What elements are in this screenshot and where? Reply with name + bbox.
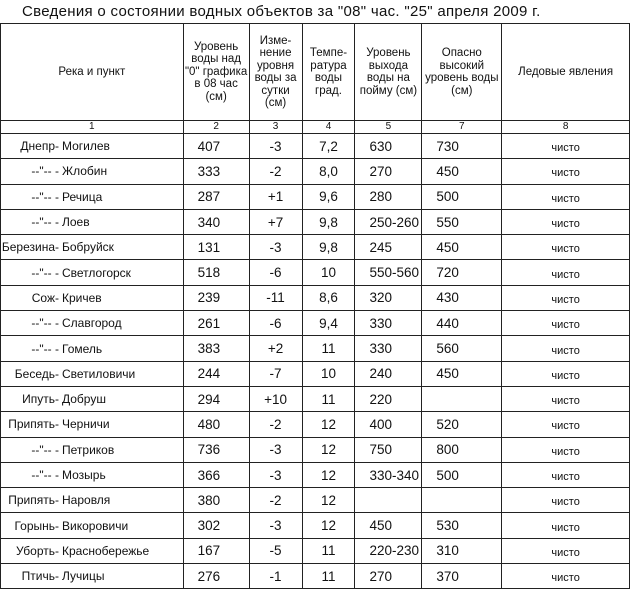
point-name: Добруш xyxy=(62,392,106,407)
report-title: Сведения о состоянии водных объектов за "08" час. "25" апреля 2009 г. xyxy=(22,3,541,20)
point-name: Кричев xyxy=(62,290,102,305)
temp-cell: 9,8 xyxy=(302,235,355,260)
flood-cell: 400 xyxy=(355,412,422,437)
temp-cell: 10 xyxy=(302,260,355,285)
temp-cell: 9,4 xyxy=(302,311,355,336)
ice-cell: чисто xyxy=(502,285,630,310)
point-name: Петриков xyxy=(62,442,115,457)
point-name: Светлогорск xyxy=(62,265,131,280)
temp-cell: 8,6 xyxy=(302,285,355,310)
table-row xyxy=(1,235,630,260)
point-name: Речица xyxy=(62,189,103,204)
river-point-cell xyxy=(1,386,184,411)
level-cell: 340 xyxy=(183,209,249,234)
danger-cell: 530 xyxy=(422,513,502,538)
header-temp: Темпе- ратура воды град. xyxy=(302,24,355,121)
river-point-cell xyxy=(1,462,184,487)
level-cell: 244 xyxy=(183,361,249,386)
table-row xyxy=(1,184,630,209)
level-cell: 294 xyxy=(183,386,249,411)
point-name: Бобруйск xyxy=(62,240,114,255)
change-cell: -3 xyxy=(249,235,302,260)
flood-cell: 330-340 xyxy=(355,462,422,487)
river-point-cell xyxy=(1,437,184,462)
flood-cell: 270 xyxy=(355,159,422,184)
change-cell: -2 xyxy=(249,159,302,184)
flood-cell: 330 xyxy=(355,311,422,336)
river-name: --"-- - xyxy=(31,164,59,179)
river-name: Уборть- xyxy=(15,543,59,558)
river-point-cell xyxy=(1,209,184,234)
header-river: Река и пункт xyxy=(1,24,184,121)
river-point-cell xyxy=(1,361,184,386)
header-row xyxy=(1,24,630,121)
temp-cell: 12 xyxy=(302,513,355,538)
point-name: Жлобин xyxy=(62,164,108,179)
ice-cell: чисто xyxy=(502,235,630,260)
level-cell: 276 xyxy=(183,564,249,589)
column-number: 8 xyxy=(502,121,630,134)
flood-cell: 220-230 xyxy=(355,538,422,563)
temp-cell: 10 xyxy=(302,361,355,386)
flood-cell: 280 xyxy=(355,184,422,209)
danger-cell: 450 xyxy=(422,361,502,386)
river-point-cell xyxy=(1,285,184,310)
change-cell: -3 xyxy=(249,134,302,159)
level-cell: 167 xyxy=(183,538,249,563)
flood-cell: 270 xyxy=(355,564,422,589)
change-cell: -3 xyxy=(249,513,302,538)
danger-cell: 560 xyxy=(422,336,502,361)
ice-cell: чисто xyxy=(502,488,630,513)
danger-cell: 520 xyxy=(422,412,502,437)
river-name: Припять- xyxy=(8,417,59,432)
temp-cell: 12 xyxy=(302,462,355,487)
danger-cell: 450 xyxy=(422,235,502,260)
level-cell: 302 xyxy=(183,513,249,538)
table-row xyxy=(1,159,630,184)
river-name: Сож- xyxy=(31,290,59,305)
point-name: Краснобережье xyxy=(62,543,150,558)
change-cell: +1 xyxy=(249,184,302,209)
danger-cell: 720 xyxy=(422,260,502,285)
level-cell: 736 xyxy=(183,437,249,462)
temp-cell: 7,2 xyxy=(302,134,355,159)
table-row xyxy=(1,538,630,563)
header-flood: Уровень выхода воды на пойму (см) xyxy=(355,24,422,121)
temp-cell: 8,0 xyxy=(302,159,355,184)
ice-cell: чисто xyxy=(502,538,630,563)
river-point-cell xyxy=(1,336,184,361)
header-danger: Опасно высокий уровень воды (см) xyxy=(422,24,502,121)
column-number: 1 xyxy=(1,121,184,134)
ice-cell: чисто xyxy=(502,209,630,234)
ice-cell: чисто xyxy=(502,386,630,411)
change-cell: -3 xyxy=(249,437,302,462)
ice-cell: чисто xyxy=(502,361,630,386)
table-row xyxy=(1,488,630,513)
river-name: Птичь- xyxy=(21,569,59,584)
river-name: Березина- xyxy=(1,240,59,255)
ice-cell: чисто xyxy=(502,564,630,589)
temp-cell: 11 xyxy=(302,386,355,411)
change-cell: -7 xyxy=(249,361,302,386)
river-name: Беседь- xyxy=(14,366,59,381)
river-point-cell xyxy=(1,134,184,159)
level-cell: 333 xyxy=(183,159,249,184)
change-cell: +2 xyxy=(249,336,302,361)
change-cell: -5 xyxy=(249,538,302,563)
danger-cell: 800 xyxy=(422,437,502,462)
table-row xyxy=(1,336,630,361)
level-cell: 366 xyxy=(183,462,249,487)
ice-cell: чисто xyxy=(502,260,630,285)
table-row xyxy=(1,462,630,487)
change-cell: +10 xyxy=(249,386,302,411)
point-name: Лучицы xyxy=(62,569,105,584)
table-row xyxy=(1,311,630,336)
river-name: --"-- - xyxy=(31,341,59,356)
table-row xyxy=(1,564,630,589)
change-cell: -1 xyxy=(249,564,302,589)
point-name: Могилев xyxy=(62,139,110,154)
danger-cell: 310 xyxy=(422,538,502,563)
river-point-cell xyxy=(1,513,184,538)
river-name: --"-- - xyxy=(31,468,59,482)
flood-cell: 750 xyxy=(355,437,422,462)
river-point-cell xyxy=(1,538,184,563)
table-row xyxy=(1,386,630,411)
temp-cell: 9,6 xyxy=(302,184,355,209)
danger-cell: 430 xyxy=(422,285,502,310)
river-name: --"-- - xyxy=(31,215,59,230)
river-name: --"-- - xyxy=(31,265,59,280)
table-row xyxy=(1,285,630,310)
temp-cell: 9,8 xyxy=(302,209,355,234)
danger-cell: 550 xyxy=(422,209,502,234)
danger-cell xyxy=(422,488,502,513)
column-number: 2 xyxy=(183,121,249,134)
ice-cell: чисто xyxy=(502,513,630,538)
change-cell: -11 xyxy=(249,285,302,310)
river-name: --"-- - xyxy=(31,189,59,204)
flood-cell: 220 xyxy=(355,386,422,411)
river-point-cell xyxy=(1,488,184,513)
level-cell: 480 xyxy=(183,412,249,437)
river-point-cell xyxy=(1,184,184,209)
temp-cell: 11 xyxy=(302,564,355,589)
table-row xyxy=(1,412,630,437)
danger-cell: 450 xyxy=(422,159,502,184)
river-name: Ипуть- xyxy=(22,392,59,407)
flood-cell: 330 xyxy=(355,336,422,361)
danger-cell: 370 xyxy=(422,564,502,589)
flood-cell: 240 xyxy=(355,361,422,386)
header-ice: Ледовые явления xyxy=(502,24,630,121)
river-point-cell xyxy=(1,235,184,260)
river-point-cell xyxy=(1,159,184,184)
danger-cell xyxy=(422,386,502,411)
danger-cell: 440 xyxy=(422,311,502,336)
level-cell: 287 xyxy=(183,184,249,209)
point-name: Гомель xyxy=(62,341,103,356)
column-number: 7 xyxy=(422,121,502,134)
point-name: Черничи xyxy=(62,417,110,432)
column-number: 4 xyxy=(302,121,355,134)
column-number: 5 xyxy=(355,121,422,134)
column-number: 3 xyxy=(249,121,302,134)
table-row xyxy=(1,361,630,386)
temp-cell: 12 xyxy=(302,437,355,462)
ice-cell: чисто xyxy=(502,437,630,462)
danger-cell: 500 xyxy=(422,462,502,487)
table-row xyxy=(1,260,630,285)
table-row xyxy=(1,209,630,234)
river-point-cell xyxy=(1,311,184,336)
ice-cell: чисто xyxy=(502,311,630,336)
point-name: Лоев xyxy=(62,215,90,230)
river-point-cell xyxy=(1,260,184,285)
ice-cell: чисто xyxy=(502,412,630,437)
point-name: Мозырь xyxy=(62,468,106,482)
ice-cell: чисто xyxy=(502,462,630,487)
table-row xyxy=(1,513,630,538)
change-cell: -3 xyxy=(249,462,302,487)
ice-cell: чисто xyxy=(502,184,630,209)
ice-cell: чисто xyxy=(502,159,630,184)
flood-cell xyxy=(355,488,422,513)
ice-cell: чисто xyxy=(502,134,630,159)
river-point-cell xyxy=(1,564,184,589)
point-name: Викоровичи xyxy=(62,518,129,533)
level-cell: 407 xyxy=(183,134,249,159)
change-cell: -2 xyxy=(249,412,302,437)
change-cell: -6 xyxy=(249,311,302,336)
river-point-cell xyxy=(1,412,184,437)
level-cell: 239 xyxy=(183,285,249,310)
temp-cell: 11 xyxy=(302,538,355,563)
point-name: Светиловичи xyxy=(62,366,136,381)
flood-cell: 245 xyxy=(355,235,422,260)
table-row xyxy=(1,437,630,462)
danger-cell: 730 xyxy=(422,134,502,159)
ice-cell: чисто xyxy=(502,336,630,361)
table-row xyxy=(1,134,630,159)
flood-cell: 320 xyxy=(355,285,422,310)
column-number-row xyxy=(1,121,630,134)
danger-cell: 500 xyxy=(422,184,502,209)
level-cell: 383 xyxy=(183,336,249,361)
point-name: Наровля xyxy=(62,493,111,508)
change-cell: -6 xyxy=(249,260,302,285)
level-cell: 518 xyxy=(183,260,249,285)
flood-cell: 630 xyxy=(355,134,422,159)
temp-cell: 12 xyxy=(302,488,355,513)
flood-cell: 250-260 xyxy=(355,209,422,234)
flood-cell: 450 xyxy=(355,513,422,538)
level-cell: 261 xyxy=(183,311,249,336)
river-name: Припять- xyxy=(8,493,59,508)
temp-cell: 11 xyxy=(302,336,355,361)
water-levels-table xyxy=(0,23,630,589)
river-name: --"-- - xyxy=(31,442,59,457)
header-level: Уровень воды над "0" графика в 08 час (см) xyxy=(183,24,249,121)
header-change: Изме- нение уровня воды за сутки (см) xyxy=(249,24,302,121)
flood-cell: 550-560 xyxy=(355,260,422,285)
river-name: Горынь- xyxy=(14,518,59,533)
level-cell: 131 xyxy=(183,235,249,260)
level-cell: 380 xyxy=(183,488,249,513)
river-name: Днепр- xyxy=(20,139,59,154)
change-cell: +7 xyxy=(249,209,302,234)
point-name: Славгород xyxy=(62,316,122,331)
change-cell: -2 xyxy=(249,488,302,513)
river-name: --"-- - xyxy=(31,316,59,331)
temp-cell: 12 xyxy=(302,412,355,437)
